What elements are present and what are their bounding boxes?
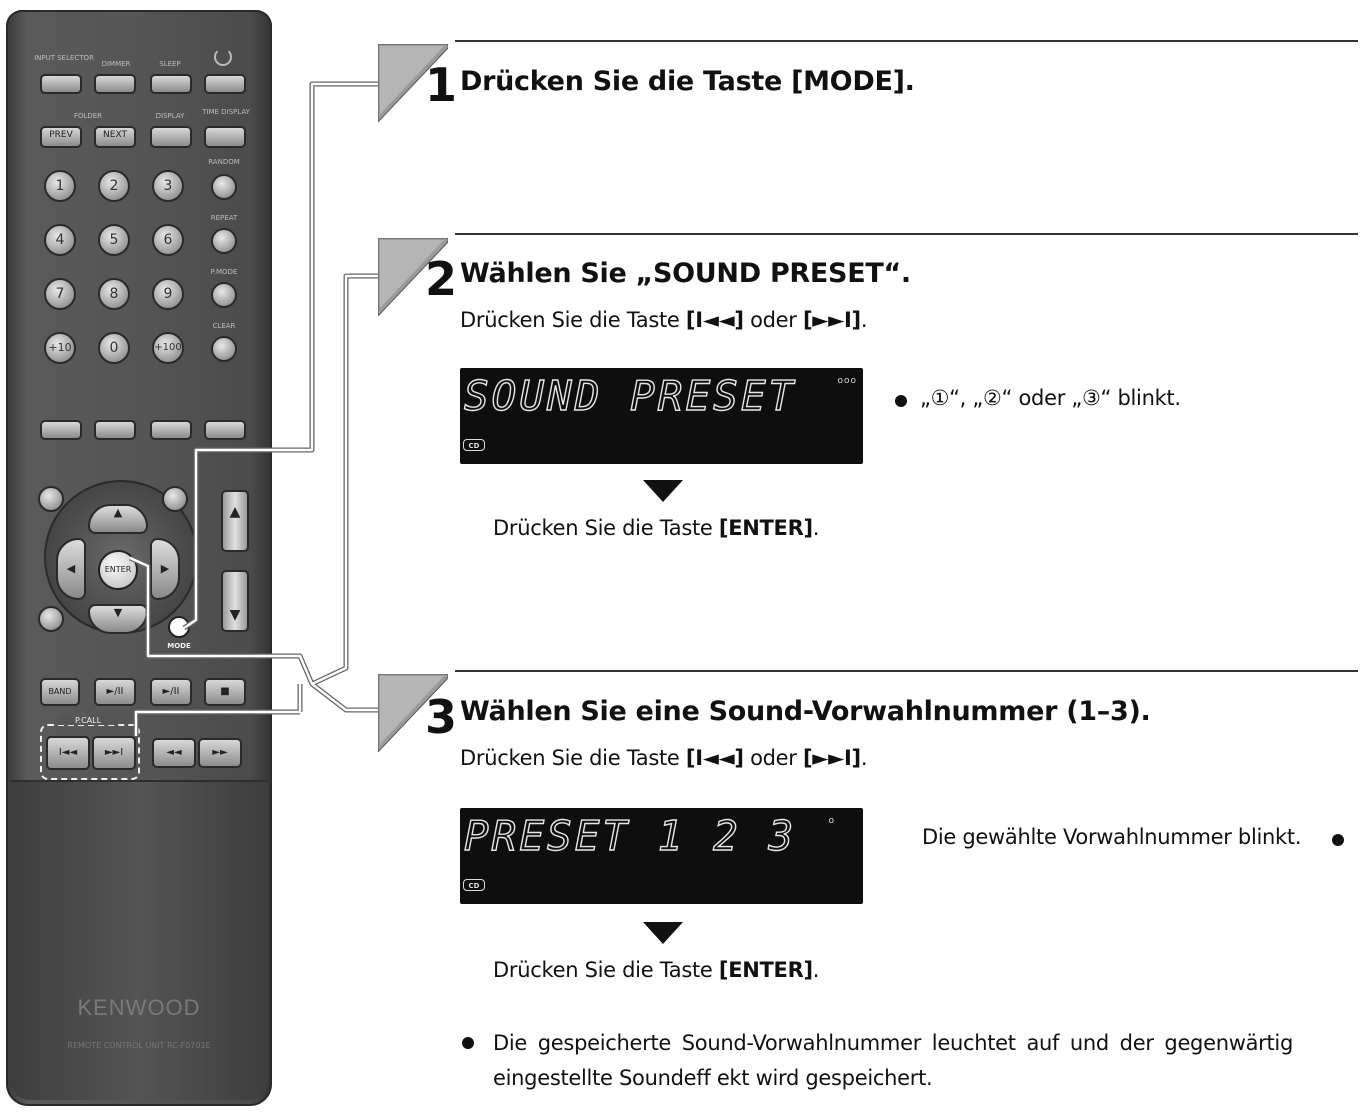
step2-down-arrow-icon	[643, 480, 683, 502]
number-button-0[interactable]: 0	[98, 332, 130, 364]
clear-button[interactable]	[211, 336, 237, 362]
random-button[interactable]	[211, 174, 237, 200]
play-pause-button-1[interactable]: ►/II	[94, 678, 136, 706]
mode-button[interactable]	[168, 616, 190, 638]
remote-label-time-display: TIME DISPLAY	[202, 108, 250, 116]
number-button-8[interactable]: 8	[98, 278, 130, 310]
number-button-5[interactable]: 5	[98, 224, 130, 256]
prev-button[interactable]: PREV	[40, 126, 82, 148]
step2-note: „①“, „②“ oder „③“ blinkt.	[920, 386, 1181, 410]
step2-lcd-display	[460, 368, 863, 464]
left-arrow-button[interactable]: ◀	[56, 538, 86, 600]
remote-label-clear: CLEAR	[212, 322, 236, 330]
volume-down-button[interactable]: ▼	[221, 570, 249, 632]
nav-corner-button-tl[interactable]	[38, 486, 64, 512]
step2-title: Wählen Sie „SOUND PRESET“.	[460, 258, 911, 289]
number-button-6[interactable]: 6	[152, 224, 184, 256]
final-note-bullet	[462, 1037, 474, 1049]
remote-button-a[interactable]	[40, 420, 82, 440]
number-button-7[interactable]: 7	[44, 278, 76, 310]
remote-label-dimmer: DIMMER	[101, 60, 131, 68]
repeat-button[interactable]	[211, 228, 237, 254]
play-pause-button-2[interactable]: ►/II	[150, 678, 192, 706]
step3-note: Die gewählte Vorwahlnummer blinkt.	[922, 825, 1302, 849]
step1-title: Drücken Sie die Taste [MODE].	[460, 66, 915, 97]
remote-label-mode: MODE	[167, 642, 191, 650]
input-selector-button[interactable]	[40, 74, 82, 94]
remote-button-d[interactable]	[204, 420, 246, 440]
step3-enter-prefix: Drücken Sie die Taste	[493, 958, 719, 982]
number-button-4[interactable]: 4	[44, 224, 76, 256]
step2-key-next: [►►I]	[803, 308, 861, 332]
remote-button-b[interactable]	[94, 420, 136, 440]
right-arrow-button[interactable]: ▶	[150, 538, 180, 600]
skip-forward-button[interactable]: ►►I	[92, 736, 136, 770]
step3-title: Wählen Sie eine Sound-Vorwahlnummer (1–3).	[460, 696, 1151, 727]
fast-forward-button[interactable]: ►►	[198, 738, 242, 768]
pmode-button[interactable]	[211, 282, 237, 308]
step2-enter-instruction	[493, 516, 819, 540]
remote-button-c[interactable]	[150, 420, 192, 440]
remote-label-input-selector: INPUT SELECTOR	[34, 54, 94, 62]
number-button-3[interactable]: 3	[152, 170, 184, 202]
number-button-9[interactable]: 9	[152, 278, 184, 310]
remote-label-pcall: P.CALL	[58, 716, 118, 725]
display-button[interactable]	[150, 126, 192, 148]
step2-divider	[455, 233, 1358, 235]
down-arrow-button[interactable]: ▼	[88, 604, 148, 634]
step3-lcd-display	[460, 808, 863, 904]
remote-label-repeat: REPEAT	[210, 214, 238, 222]
step3-enter-key: [ENTER]	[718, 958, 813, 982]
step1-divider	[455, 40, 1358, 42]
step2-lcd-dots: ooo	[837, 376, 857, 386]
step3-instruction	[460, 746, 867, 770]
dimmer-button[interactable]	[94, 74, 136, 94]
step2-number: 2	[425, 252, 458, 306]
remote-label-folder: FOLDER	[73, 112, 103, 120]
step3-key-prev: [I◄◄]	[685, 746, 744, 770]
step3-note-bullet	[1332, 834, 1344, 846]
remote-label-display: DISPLAY	[155, 112, 185, 120]
power-icon	[214, 48, 232, 66]
number-button-2[interactable]: 2	[98, 170, 130, 202]
nav-corner-button-bl[interactable]	[38, 606, 64, 632]
band-button[interactable]: BAND	[40, 678, 80, 706]
step2-instruction-suffix: .	[860, 308, 868, 332]
step3-lcd-text: PRESET 1 2 3	[464, 812, 797, 860]
step3-enter-instruction	[493, 958, 819, 982]
number-button-plus10[interactable]: +10	[44, 332, 76, 364]
remote-lower-body	[10, 780, 268, 1100]
stop-button[interactable]: ■	[204, 678, 246, 706]
sleep-button[interactable]	[150, 74, 192, 94]
number-button-plus100[interactable]: +100	[152, 332, 184, 364]
step3-number: 3	[425, 690, 458, 744]
step3-instruction-mid: oder	[743, 746, 803, 770]
step2-instruction-mid: oder	[743, 308, 803, 332]
step3-down-arrow-icon	[643, 922, 683, 944]
step3-key-next: [►►I]	[803, 746, 861, 770]
rewind-button[interactable]: ◄◄	[152, 738, 196, 768]
step3-divider	[455, 670, 1358, 672]
remote-label-random: RANDOM	[208, 158, 240, 166]
step1-number: 1	[425, 58, 458, 112]
step2-lcd-text: SOUND PRESET	[464, 372, 797, 420]
number-button-1[interactable]: 1	[44, 170, 76, 202]
nav-corner-button-tr[interactable]	[162, 486, 188, 512]
remote-label-sleep: SLEEP	[159, 60, 181, 68]
step2-enter-suffix: .	[812, 516, 820, 540]
remote-control	[6, 10, 272, 1106]
up-arrow-button[interactable]: ▲	[88, 504, 148, 534]
step2-key-prev: [I◄◄]	[685, 308, 744, 332]
step2-note-bullet	[895, 395, 907, 407]
enter-button[interactable]: ENTER	[98, 550, 138, 590]
step3-instruction-prefix: Drücken Sie die Taste	[460, 746, 686, 770]
step2-enter-key: [ENTER]	[718, 516, 813, 540]
brand-subtitle: REMOTE CONTROL UNIT RC-F0701E	[67, 1041, 211, 1050]
remote-label-pmode: P.MODE	[210, 268, 238, 276]
step3-enter-suffix: .	[812, 958, 820, 982]
step2-instruction-prefix: Drücken Sie die Taste	[460, 308, 686, 332]
step2-lcd-cd-indicator: CD	[463, 439, 485, 451]
step2-enter-prefix: Drücken Sie die Taste	[493, 516, 719, 540]
volume-up-button[interactable]: ▲	[221, 490, 249, 552]
step3-instruction-suffix: .	[860, 746, 868, 770]
next-button[interactable]: NEXT	[94, 126, 136, 148]
step3-lcd-dots: o	[828, 816, 835, 826]
power-button[interactable]	[204, 74, 246, 94]
skip-back-button[interactable]: I◄◄	[46, 736, 90, 770]
step3-lcd-cd-indicator: CD	[463, 879, 485, 891]
brand-logo: KENWOOD	[77, 995, 201, 1020]
step2-instruction	[460, 308, 867, 332]
time-display-button[interactable]	[204, 126, 246, 148]
final-note: Die gespeicherte Sound-Vorwahlnummer leuchtet auf und der gegenwärtig eingestellte Soundeff ekt wird gespeichert.	[493, 1031, 1293, 1090]
